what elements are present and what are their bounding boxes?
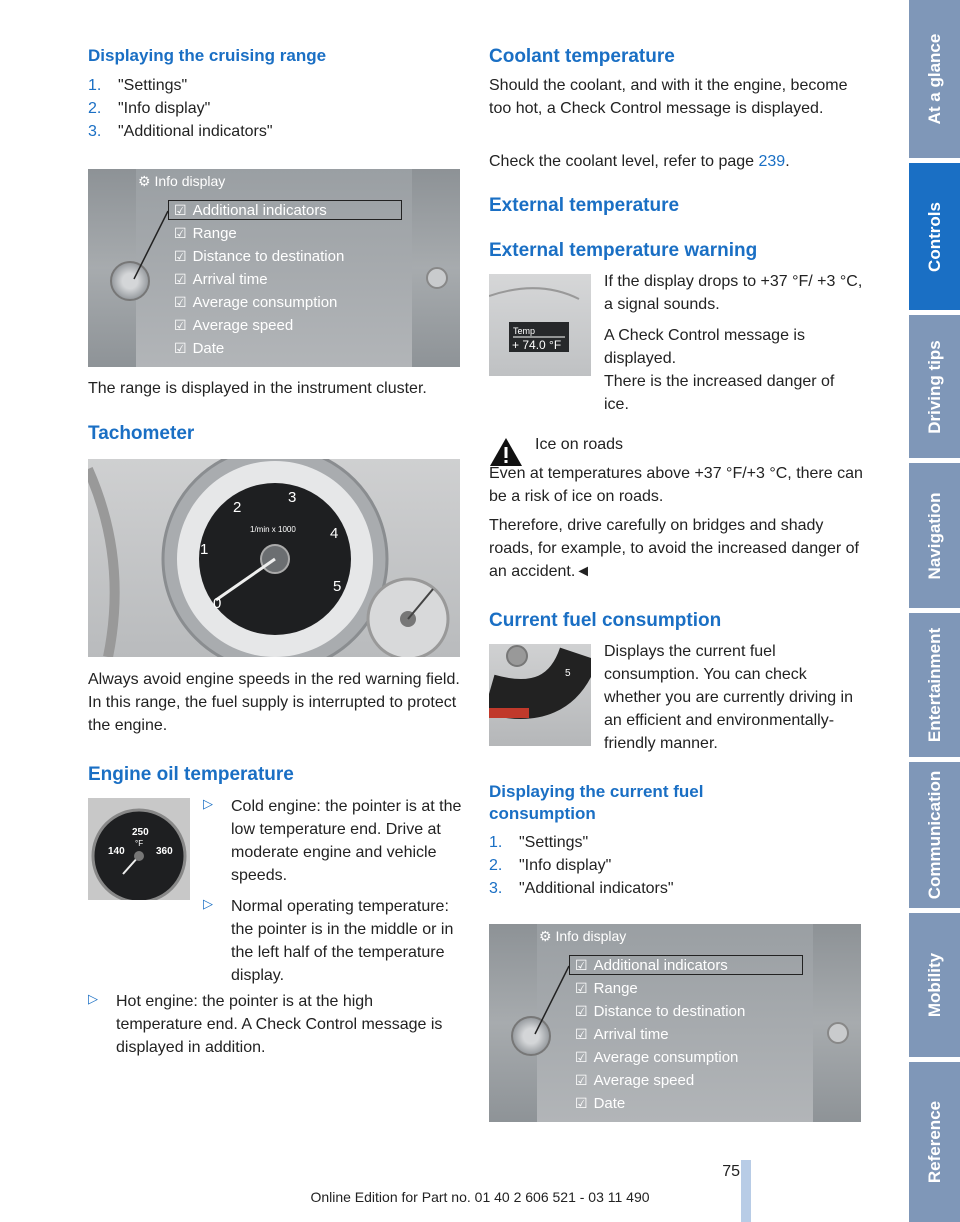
fuel-heading: Current fuel consumption (489, 610, 722, 631)
menu-item: ☑ Distance to destination (174, 248, 345, 265)
check-icon: ☑ (174, 340, 187, 356)
triangle-bullet-icon: ▷ (88, 991, 98, 1006)
menu-item: ☑ Additional indicators (174, 202, 327, 219)
fuel-gauge-svg (489, 644, 591, 746)
page-number: 75 (722, 1163, 740, 1180)
ice-text2: Therefore, drive carefully on bridges and shady roads, for example, to avoid the increased danger of an accident.◄ (489, 517, 859, 580)
step-item: 2. "Info display" (489, 857, 612, 874)
pointer-line (489, 924, 861, 1122)
info-display-screenshot (88, 169, 460, 367)
check-icon: ☑ (174, 294, 187, 310)
ext-warn-heading: External temperature warning (489, 240, 758, 261)
menu-item: ☑ Arrival time (575, 1026, 669, 1043)
bullet-item: ▷ Normal operating temperature: the pointer is in the middle or in the left half of the temperature display. (203, 896, 454, 984)
check-icon: ☑ (174, 225, 187, 241)
svg-text:+ 74.0 °F: + 74.0 °F (512, 338, 562, 352)
fuel-disp-heading: Displaying the current fuel consumption (489, 782, 704, 823)
coolant-text: Should the coolant, and with it the engine, become too hot, a Check Control message is displayed. (489, 77, 848, 117)
check-icon: ☑ (575, 1003, 588, 1019)
gear-icon: ⚙ (539, 928, 556, 944)
check-icon: ☑ (575, 1095, 588, 1111)
step-item: 2. "Info display" (88, 100, 211, 117)
cruise-steps (88, 74, 462, 143)
tachometer-image (88, 459, 460, 657)
svg-text:°F: °F (135, 839, 144, 848)
screen-title: Info display (555, 928, 627, 944)
tick-label: 2 (233, 499, 242, 516)
tachometer-svg (88, 459, 460, 657)
tab-navigation[interactable]: Navigation (909, 463, 960, 608)
bullet-item: ▷ Cold engine: the pointer is at the low temperature end. Drive at moderate engine and vehicle speeds. (203, 796, 462, 884)
step-item: 3. "Additional indicators" (489, 880, 674, 897)
menu-item: ☑ Range (174, 225, 237, 242)
temp-display-svg (489, 274, 591, 376)
info-display-screenshot (489, 924, 861, 1122)
menu-item: ☑ Additional indicators (575, 957, 728, 974)
step-item: 1. "Settings" (88, 77, 188, 94)
tab-reference[interactable]: Reference (909, 1062, 960, 1222)
check-icon: ☑ (575, 980, 588, 996)
tab-entertainment[interactable]: Entertainment (909, 613, 960, 757)
tab-mobility[interactable]: Mobility (909, 913, 960, 1057)
triangle-bullet-icon: ▷ (203, 796, 213, 811)
check-icon: ☑ (575, 1026, 588, 1042)
footer-edition: Online Edition for Part no. 01 40 2 606 521 - 03 11 490 (310, 1189, 650, 1205)
oil-heading: Engine oil temperature (88, 764, 294, 785)
svg-text:Temp: Temp (513, 326, 536, 336)
page-link[interactable]: 239 (758, 153, 786, 170)
bullet-item: ▷ Hot engine: the pointer is at the high temperature end. A Check Control message is displayed in addition. (88, 991, 443, 1056)
temp-display-image (489, 274, 591, 376)
menu-item: ☑ Range (575, 980, 638, 997)
chapter-sidebar (903, 0, 960, 1222)
menu-item: ☑ Arrival time (174, 271, 268, 288)
menu-item: ☑ Average speed (174, 317, 294, 334)
ext-warn-text: If the display drops to +37 °F/ +3 °C, a signal sounds. A Check Control message is displayed. (604, 273, 863, 367)
ice-text: Even at temperatures above +37 °F/+3 °C, there can be a risk of ice on roads. (489, 465, 863, 505)
coolant-heading: Coolant temperature (489, 46, 675, 67)
menu-item: ☑ Distance to destination (575, 1003, 746, 1020)
tacho-unit: 1/min x 1000 (250, 525, 296, 534)
tacho-text: Always avoid engine speeds in the red warning field. In this range, the fuel supply is interrupted to protect the engine. (88, 671, 460, 734)
coolant-check: Check the coolant level, refer to page 239. (489, 153, 790, 170)
oil-gauge-svg (88, 798, 190, 900)
menu-item: ☑ Average consumption (174, 294, 338, 311)
triangle-bullet-icon: ▷ (203, 896, 213, 911)
menu-item: ☑ Average consumption (575, 1049, 739, 1066)
check-icon: ☑ (575, 957, 588, 973)
ice-title: Ice on roads (535, 436, 624, 453)
tick-label: 4 (330, 525, 339, 542)
ext-warn-p3: There is the increased danger of ice. (604, 373, 835, 413)
step-item: 3. "Additional indicators" (88, 123, 273, 140)
check-icon: ☑ (575, 1049, 588, 1065)
svg-text:360: 360 (156, 846, 173, 857)
step-item: 1. "Settings" (489, 834, 589, 851)
svg-text:140: 140 (108, 846, 125, 857)
tacho-heading: Tachometer (88, 423, 195, 444)
check-icon: ☑ (174, 202, 187, 218)
check-icon: ☑ (174, 271, 187, 287)
fuel-gauge-image (489, 644, 591, 746)
svg-text:5: 5 (565, 668, 571, 679)
cruise-heading: Displaying the cruising range (88, 46, 327, 65)
gear-icon: ⚙ (138, 173, 155, 189)
tab-at-a-glance[interactable]: At a glance (909, 0, 960, 158)
menu-item: ☑ Date (575, 1095, 626, 1112)
menu-item: ☑ Date (174, 340, 225, 357)
tick-label: 1 (200, 541, 209, 558)
check-icon: ☑ (575, 1072, 588, 1088)
screen-title: Info display (154, 173, 226, 189)
check-icon: ☑ (174, 248, 187, 264)
oil-bullets-full (88, 990, 462, 1059)
tab-communication[interactable]: Communication (909, 762, 960, 908)
tab-driving-tips[interactable]: Driving tips (909, 315, 960, 458)
tab-controls[interactable]: Controls (909, 163, 960, 310)
oil-bullets-right (203, 795, 462, 987)
tick-label: 3 (288, 489, 297, 506)
range-text: The range is displayed in the instrument cluster. (88, 380, 427, 397)
ext-heading: External temperature (489, 195, 680, 216)
tick-label: 0 (213, 595, 222, 612)
check-icon: ☑ (174, 317, 187, 333)
oil-gauge-image (88, 798, 190, 900)
fuel-text: Displays the current fuel consumption. You can check whether you are currently driving in an efficient and environmentally-friendly manner. (604, 643, 854, 752)
menu-item: ☑ Average speed (575, 1072, 695, 1089)
pointer-line (88, 169, 460, 367)
fuel-steps (489, 831, 863, 900)
svg-text:250: 250 (132, 827, 149, 838)
tick-label: 5 (333, 578, 342, 595)
